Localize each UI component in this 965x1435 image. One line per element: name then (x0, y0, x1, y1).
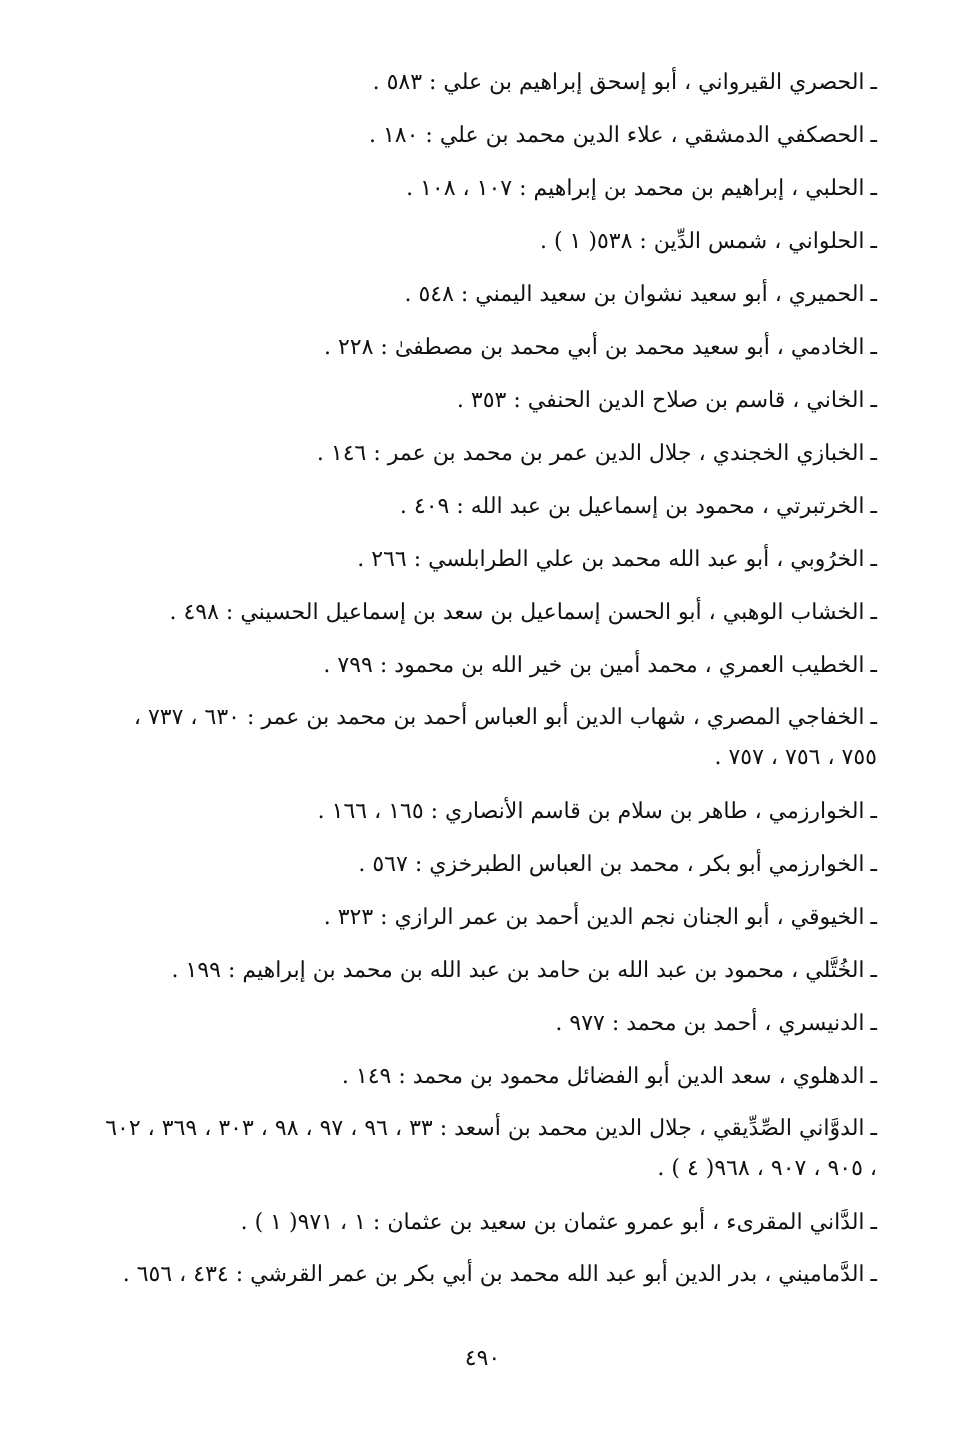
entry-text: الخرُوبي ، أبو عبد الله محمد بن علي الطرابلسي : ٢٦٦ . (357, 547, 865, 572)
entry-text: الخيوقي ، أبو الجنان نجم الدين أحمد بن عمر الرازي : ٣٢٣ . (323, 905, 865, 930)
entry-dash: ـ (870, 388, 877, 413)
index-entries (97, 56, 877, 1302)
index-entry (97, 56, 877, 109)
page-number: ٤٩٠ (464, 1346, 501, 1371)
entry-text: الحصكفي الدمشقي ، علاء الدين محمد بن علي : ١٨٠ . (368, 123, 865, 148)
index-entry (97, 1196, 877, 1249)
index-entry (97, 533, 877, 586)
entry-text: الحميري ، أبو سعيد نشوان بن سعيد اليمني : ٥٤٨ . (404, 282, 865, 307)
entry-text: الخبازي الخجندي ، جلال الدين عمر بن محمد بن عمر : ١٤٦ . (316, 441, 865, 466)
index-entry (97, 374, 877, 427)
entry-text: الحصري القيرواني ، أبو إسحق إبراهيم بن علي : ٥٨٣ . (372, 70, 865, 95)
entry-dash: ـ (870, 852, 877, 877)
entry-text: الدوَّاني الصِّدِّيقي ، جلال الدين محمد بن أسعد : ٣٣ ، ٩٦ ، ٩٧ ، ٩٨ ، ٣٠٣ ، ٣٦٩ ، ٦٠٢ ، ٩٠٥ ، ٩٠٧ ، ٩٦٨( ٤ ) . (105, 1116, 877, 1181)
entry-text: الخرتبرتي ، محمود بن إسماعيل بن عبد الله : ٤٠٩ . (399, 494, 865, 519)
entry-text: الدنيسري ، أحمد بن محمد : ٩٧٧ . (555, 1011, 865, 1036)
entry-dash: ـ (870, 1011, 877, 1036)
entry-text: الدهلوي ، سعد الدين أبو الفضائل محمود بن محمد : ١٤٩ . (341, 1064, 865, 1089)
index-entry (97, 215, 877, 268)
entry-dash: ـ (870, 494, 877, 519)
entry-text: الخفاجي المصري ، شهاب الدين أبو العباس أحمد بن محمد بن عمر : ٦٣٠ ، ٧٣٧ ، ٧٥٥ ، ٧٥٦ ، ٧٥٧ . (133, 705, 877, 770)
entry-text: الخشاب الوهبي ، أبو الحسن إسماعيل بن سعد بن إسماعيل الحسيني : ٤٩٨ . (169, 600, 865, 625)
entry-dash: ـ (870, 600, 877, 625)
index-entry (97, 639, 877, 692)
entry-dash: ـ (870, 176, 877, 201)
index-entry (97, 109, 877, 162)
entry-text: الدَّماميني ، بدر الدين أبو عبد الله محمد بن أبي بكر بن عمر القرشي : ٤٣٤ ، ٦٥٦ . (122, 1262, 865, 1287)
index-entry (97, 480, 877, 533)
entry-dash: ـ (870, 335, 877, 360)
index-entry (97, 997, 877, 1050)
entry-dash: ـ (870, 441, 877, 466)
entry-dash: ـ (870, 799, 877, 824)
entry-dash: ـ (870, 653, 877, 678)
entry-dash: ـ (870, 123, 877, 148)
entry-text: الخوارزمي ، طاهر بن سلام بن قاسم الأنصاري : ١٦٥ ، ١٦٦ . (317, 799, 865, 824)
entry-dash: ـ (870, 1064, 877, 1089)
index-entry (97, 785, 877, 838)
entry-text: الدَّاني المقرىء ، أبو عمرو عثمان بن سعيد بن عثمان : ١ ، ٩٧١( ١ ) . (240, 1210, 865, 1235)
entry-text: الحلبي ، إبراهيم بن محمد بن إبراهيم : ١٠٧ ، ١٠٨ . (406, 176, 865, 201)
entry-dash: ـ (870, 905, 877, 930)
entry-text: الخوارزمي أبو بكر ، محمد بن العباس الطبرخزي : ٥٦٧ . (358, 852, 865, 877)
entry-dash: ـ (870, 1210, 877, 1235)
index-entry (97, 1249, 877, 1302)
entry-dash: ـ (870, 1116, 877, 1141)
index-entry (97, 427, 877, 480)
index-entry (97, 692, 877, 785)
entry-text: الخادمي ، أبو سعيد محمد بن أبي محمد بن مصطفىٰ : ٢٢٨ . (323, 335, 865, 360)
index-entry (97, 944, 877, 997)
entry-text: الحلواني ، شمس الدِّين : ٥٣٨( ١ ) . (539, 229, 865, 254)
entry-dash: ـ (870, 229, 877, 254)
entry-dash: ـ (870, 1262, 877, 1287)
index-entry (97, 838, 877, 891)
index-entry (97, 1050, 877, 1103)
entry-dash: ـ (870, 282, 877, 307)
index-entry (97, 891, 877, 944)
entry-dash: ـ (870, 547, 877, 572)
entry-dash: ـ (870, 705, 877, 730)
entry-text: الخاني ، قاسم بن صلاح الدين الحنفي : ٣٥٣ . (456, 388, 865, 413)
entry-dash: ـ (870, 70, 877, 95)
entry-dash: ـ (870, 958, 877, 983)
index-entry (97, 268, 877, 321)
entry-text: الخُتَّلي ، محمود بن عبد الله بن حامد بن عبد الله بن محمد بن إبراهيم : ١٩٩ . (171, 958, 865, 983)
index-entry (97, 162, 877, 215)
index-entry (97, 1103, 877, 1196)
index-entry (97, 321, 877, 374)
index-entry (97, 586, 877, 639)
entry-text: الخطيب العمري ، محمد أمين بن خير الله بن محمود : ٧٩٩ . (323, 653, 865, 678)
